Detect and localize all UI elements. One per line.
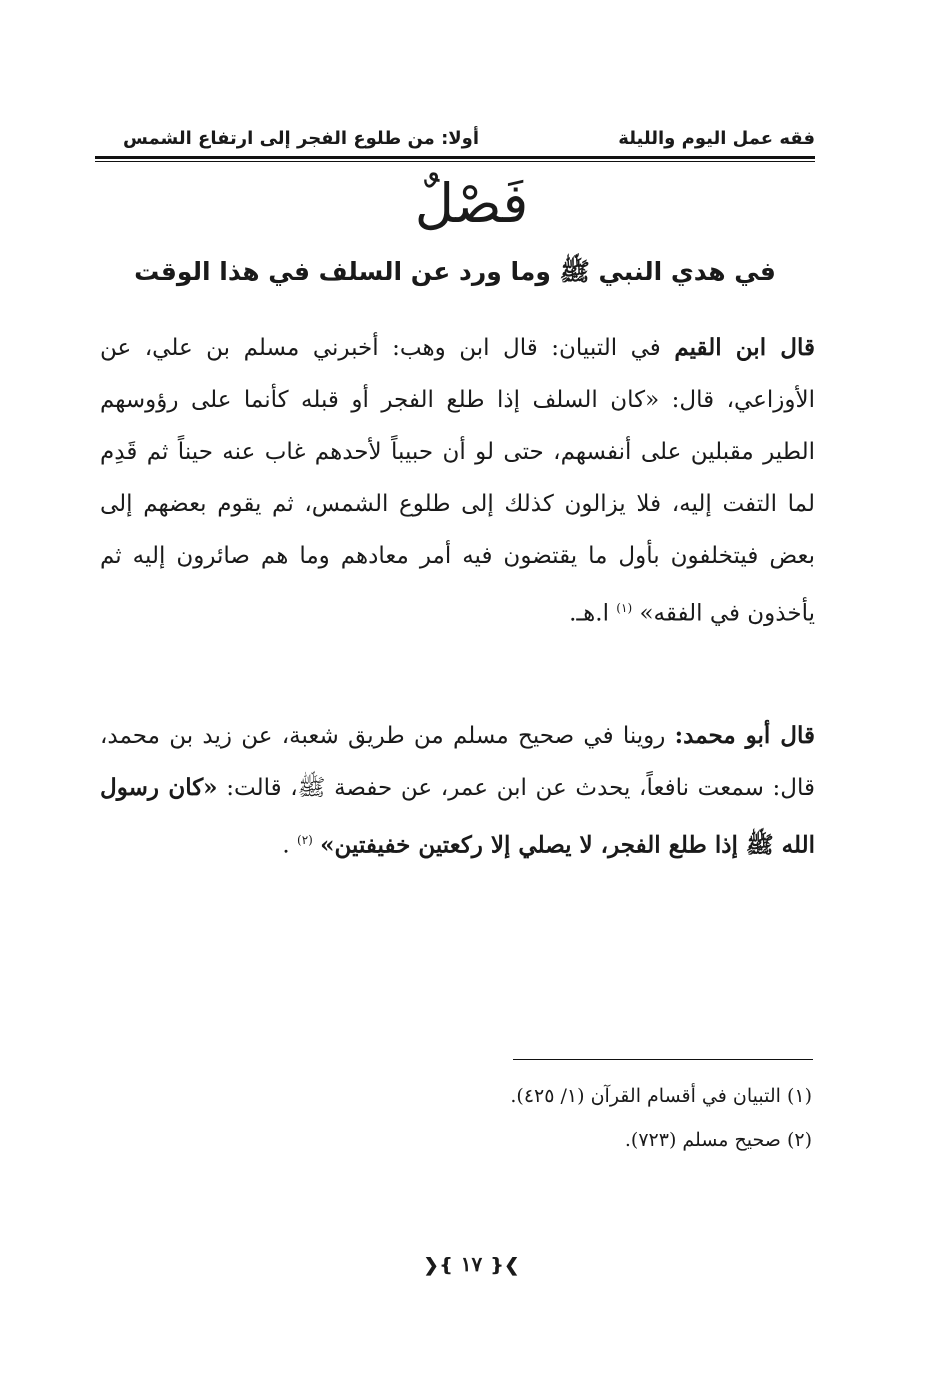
footnote-ref-1: (١)	[616, 601, 633, 615]
paragraph2-ending: .	[282, 832, 290, 859]
paragraph-abu-muhammad	[100, 710, 815, 872]
speaker-ibn-alqayyim: قال ابن القيم	[674, 334, 816, 361]
paragraph1-text: في التبيان: قال ابن وهب: أخبرني مسلم بن علي، عن الأوزاعي، قال: «كان السلف إذا طلع الفجر أو قبله كأنما على رؤوسهم الطير مقبلين على أنفسهم، حتى لو أن حبيباً لأحدهم غاب عنه حيناً ثم قَدِم لما التفت إليه، فلا يزالون كذلك إلى طلوع الشمس، ثم يقوم بعضهم إلى بعض فيتخلفون بأول ما يقتضون فيه أمر معادهم وما هم صائرون إليه ثم يأخذون في الفقه»	[100, 335, 815, 627]
section-word: فَصْلٌ	[414, 172, 529, 235]
footnote-ref-2: (٢)	[297, 833, 313, 847]
page-number: ١٧	[460, 1252, 483, 1276]
ornament-right-icon: ❵❮	[423, 1255, 454, 1276]
header-rule-thin	[95, 161, 815, 162]
hadith-quote: «كان رسول الله ﷺ إذا طلع الفجر، لا يصلي إلا ركعتين خفيفتين»	[100, 774, 815, 859]
footnote-rule	[513, 1059, 813, 1060]
page-number-block	[0, 1252, 943, 1276]
header-rule	[95, 156, 815, 159]
footnote-1: (١) التبيان في أقسام القرآن (١/ ٤٢٥).	[510, 1085, 812, 1107]
section-title: في هدي النبي ﷺ وما ورد عن السلف في هذا الوقت	[134, 257, 776, 286]
book-title: فقه عمل اليوم والليلة	[618, 128, 815, 149]
paragraph2-text: روينا في صحيح مسلم من طريق شعبة، عن زيد بن محمد، قال: سمعت نافعاً، يحدث عن ابن عمر، عن حفصة ﷺ، قالت:	[100, 723, 816, 801]
footnotes	[100, 1074, 812, 1162]
speaker-abu-muhammad: قال أبو محمد:	[674, 722, 815, 749]
running-header	[95, 126, 815, 156]
paragraph1-ending: ا.هـ.	[569, 600, 609, 627]
paragraph-ibn-alqayyim	[100, 322, 815, 640]
ornament-left-icon: ❯❴	[489, 1255, 520, 1276]
chapter-title: أولا: من طلوع الفجر إلى ارتفاع الشمس	[123, 128, 480, 149]
footnote-2: (٢) صحيح مسلم (٧٢٣).	[624, 1129, 812, 1151]
